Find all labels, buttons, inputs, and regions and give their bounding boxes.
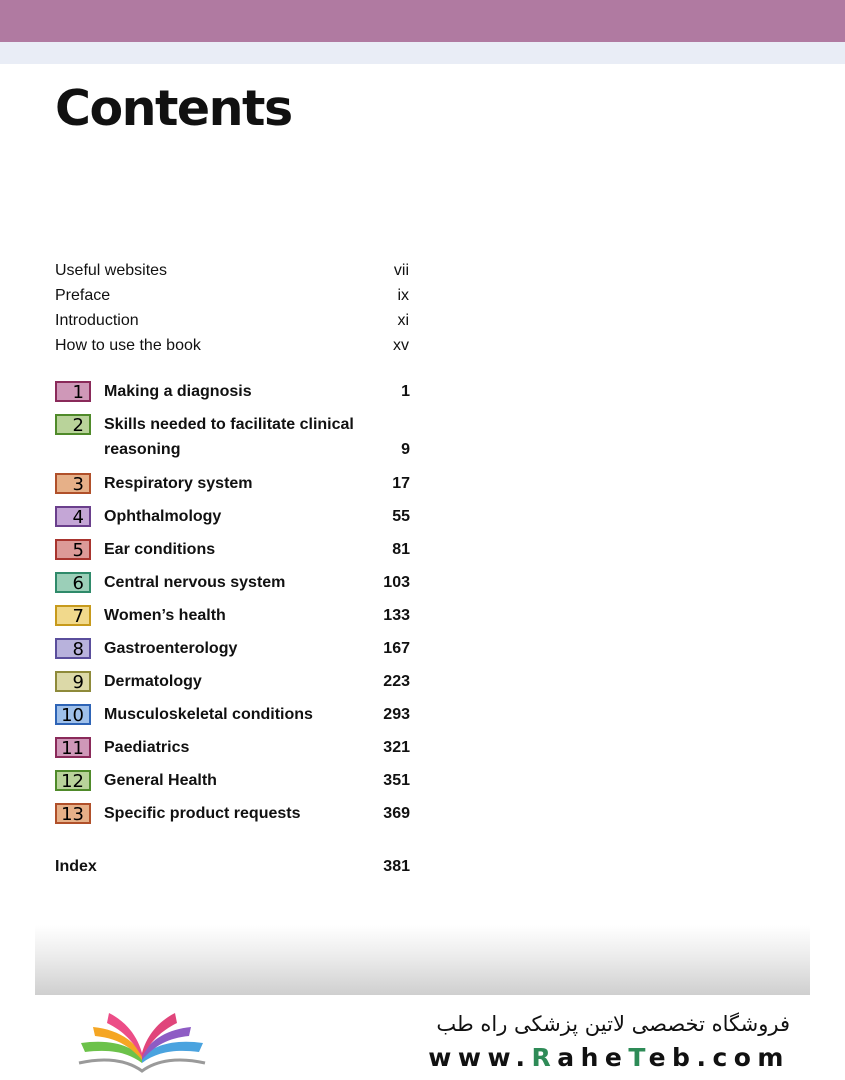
front-matter-item[interactable] <box>55 333 410 358</box>
front-matter-page: vii <box>393 262 409 279</box>
header-strip <box>0 42 845 64</box>
chapter-title: Ophthalmology <box>104 508 222 525</box>
store-url-part: eb.com <box>648 1043 790 1072</box>
page-title: Contents <box>55 80 292 137</box>
chapter-number-badge: 3 <box>55 473 91 494</box>
store-url-part: ahe <box>557 1043 629 1072</box>
front-matter-item[interactable] <box>55 258 410 283</box>
front-matter-title: How to use the book <box>55 337 201 354</box>
chapter-title: Specific product requests <box>104 805 301 822</box>
chapter-number-badge: 1 <box>55 381 91 402</box>
store-url-accent: R <box>531 1043 558 1072</box>
chapter-entry[interactable] <box>55 414 410 464</box>
front-matter-page: xi <box>397 312 409 329</box>
chapter-page: 17 <box>392 475 410 492</box>
chapter-entry[interactable] <box>55 638 410 663</box>
chapter-page: 103 <box>383 574 410 591</box>
chapter-entry[interactable] <box>55 381 410 406</box>
chapter-title: General Health <box>104 772 217 789</box>
chapter-entry[interactable] <box>55 506 410 531</box>
chapter-number-badge: 11 <box>55 737 91 758</box>
chapter-title: Central nervous system <box>104 574 286 591</box>
chapter-page: 1 <box>401 383 410 400</box>
store-url-accent: T <box>628 1043 649 1072</box>
chapter-number-badge: 12 <box>55 770 91 791</box>
front-matter-item[interactable] <box>55 308 410 333</box>
footer-shadow <box>35 925 810 995</box>
front-matter-page: ix <box>397 287 409 304</box>
chapter-number-badge: 13 <box>55 803 91 824</box>
chapter-page: 321 <box>383 739 410 756</box>
chapter-number-badge: 7 <box>55 605 91 626</box>
front-matter-title: Useful websites <box>55 262 168 279</box>
chapter-title: Gastroenterology <box>104 640 238 657</box>
chapter-title: Skills needed to facilitate clinical reasoning <box>104 416 354 458</box>
chapter-page: 293 <box>383 706 410 723</box>
store-url-part: www. <box>428 1043 532 1072</box>
chapter-page: 223 <box>383 673 410 690</box>
chapter-entry[interactable] <box>55 473 410 498</box>
chapter-entry[interactable] <box>55 671 410 696</box>
chapter-entry[interactable] <box>55 737 410 762</box>
index-entry[interactable] <box>55 854 410 879</box>
chapter-number-badge: 4 <box>55 506 91 527</box>
front-matter-title: Preface <box>55 287 111 304</box>
book-logo-icon <box>75 1005 210 1080</box>
chapter-number-badge: 9 <box>55 671 91 692</box>
header-band <box>0 0 845 42</box>
chapter-number-badge: 6 <box>55 572 91 593</box>
front-matter-title: Introduction <box>55 312 139 329</box>
front-matter-page: xv <box>393 337 409 354</box>
chapter-page: 351 <box>383 772 410 789</box>
chapter-title: Dermatology <box>104 673 202 690</box>
chapter-title: Making a diagnosis <box>104 383 252 400</box>
chapter-title: Respiratory system <box>104 475 253 492</box>
chapter-title: Musculoskeletal conditions <box>104 706 313 723</box>
chapter-page: 9 <box>401 441 410 458</box>
chapter-page: 369 <box>383 805 410 822</box>
chapter-entry[interactable] <box>55 704 410 729</box>
index-page: 381 <box>383 858 410 875</box>
chapter-title: Women’s health <box>104 607 226 624</box>
chapter-title: Paediatrics <box>104 739 190 756</box>
chapter-page: 55 <box>392 508 410 525</box>
front-matter-list <box>55 258 410 358</box>
chapter-entry[interactable] <box>55 605 410 630</box>
chapter-page: 81 <box>392 541 410 558</box>
index-title: Index <box>55 858 97 875</box>
chapter-entry[interactable] <box>55 770 410 795</box>
chapter-entry[interactable] <box>55 572 410 597</box>
front-matter-item[interactable] <box>55 283 410 308</box>
chapter-entry[interactable] <box>55 539 410 564</box>
chapter-number-badge: 5 <box>55 539 91 560</box>
chapter-page: 133 <box>383 607 410 624</box>
chapter-number-badge: 8 <box>55 638 91 659</box>
chapter-title: Ear conditions <box>104 541 216 558</box>
chapter-number-badge: 2 <box>55 414 91 435</box>
chapter-number-badge: 10 <box>55 704 91 725</box>
chapter-entry[interactable] <box>55 803 410 828</box>
store-name: فروشگاه تخصصی لاتین پزشکی راه طب <box>436 1012 790 1036</box>
store-url[interactable] <box>428 1043 790 1072</box>
chapter-page: 167 <box>383 640 410 657</box>
